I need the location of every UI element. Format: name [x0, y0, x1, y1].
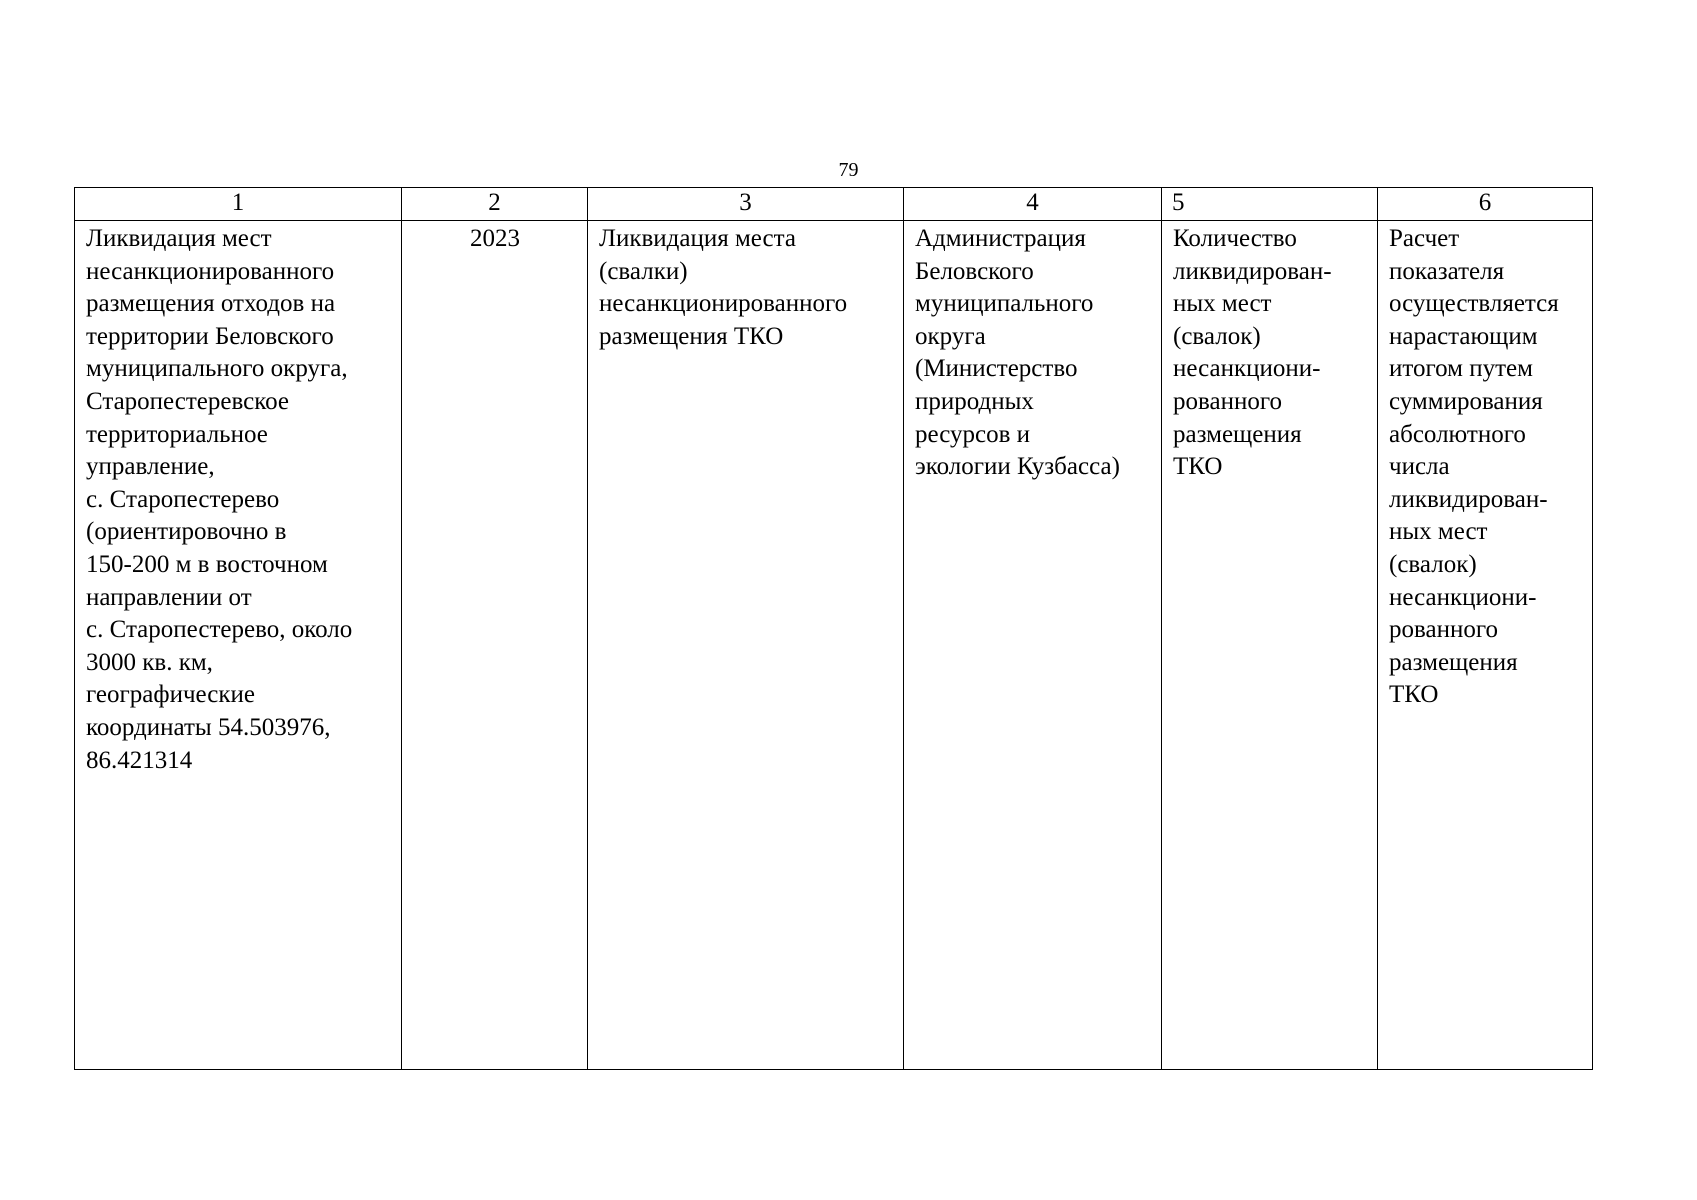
- responsible-text: Администрация Беловского муниципального округа (Министерство природных ресурсов и экологии Кузбасса): [915, 225, 1120, 481]
- cell-indicator: [1162, 221, 1378, 1070]
- indicator-text: Количество ликвидирован- ных мест (свалок) несанкциони- рованного размещения ТКО: [1173, 225, 1332, 481]
- column-header-1: 1: [75, 188, 402, 221]
- cell-event-description: [75, 221, 402, 1070]
- table-row: [75, 221, 1593, 1070]
- result-text: Ликвидация места (свалки) несанкционированного размещения ТКО: [599, 225, 848, 350]
- data-table: [74, 187, 1593, 1070]
- cell-responsible: [904, 221, 1162, 1070]
- column-header-6: 6: [1378, 188, 1593, 221]
- year-text: 2023: [470, 225, 520, 252]
- calculation-text: Расчет показателя осуществляется нарастающим итогом путем суммирования абсолютного числа ликвидирован- ных мест (свалок) несанкциони- рованного размещения ТКО: [1389, 225, 1559, 709]
- cell-result: [588, 221, 904, 1070]
- column-header-3: 3: [588, 188, 904, 221]
- cell-year: [402, 221, 588, 1070]
- event-description-text: Ликвидация мест несанкционированного размещения отходов на территории Беловского муниципального округа, Старопестеревское территориальное управление, с. Старопестерево (ориентировочно в 150-200 м в восточном направлении от с. Старопестерево, около 3000 кв. км, географические координаты 54.503976, 86.421314: [86, 225, 353, 774]
- column-header-5: 5: [1162, 188, 1378, 221]
- table-header-row: [75, 188, 1593, 221]
- column-header-4: 4: [904, 188, 1162, 221]
- cell-calculation: [1378, 221, 1593, 1070]
- column-header-2: 2: [402, 188, 588, 221]
- page-number: 79: [838, 159, 859, 181]
